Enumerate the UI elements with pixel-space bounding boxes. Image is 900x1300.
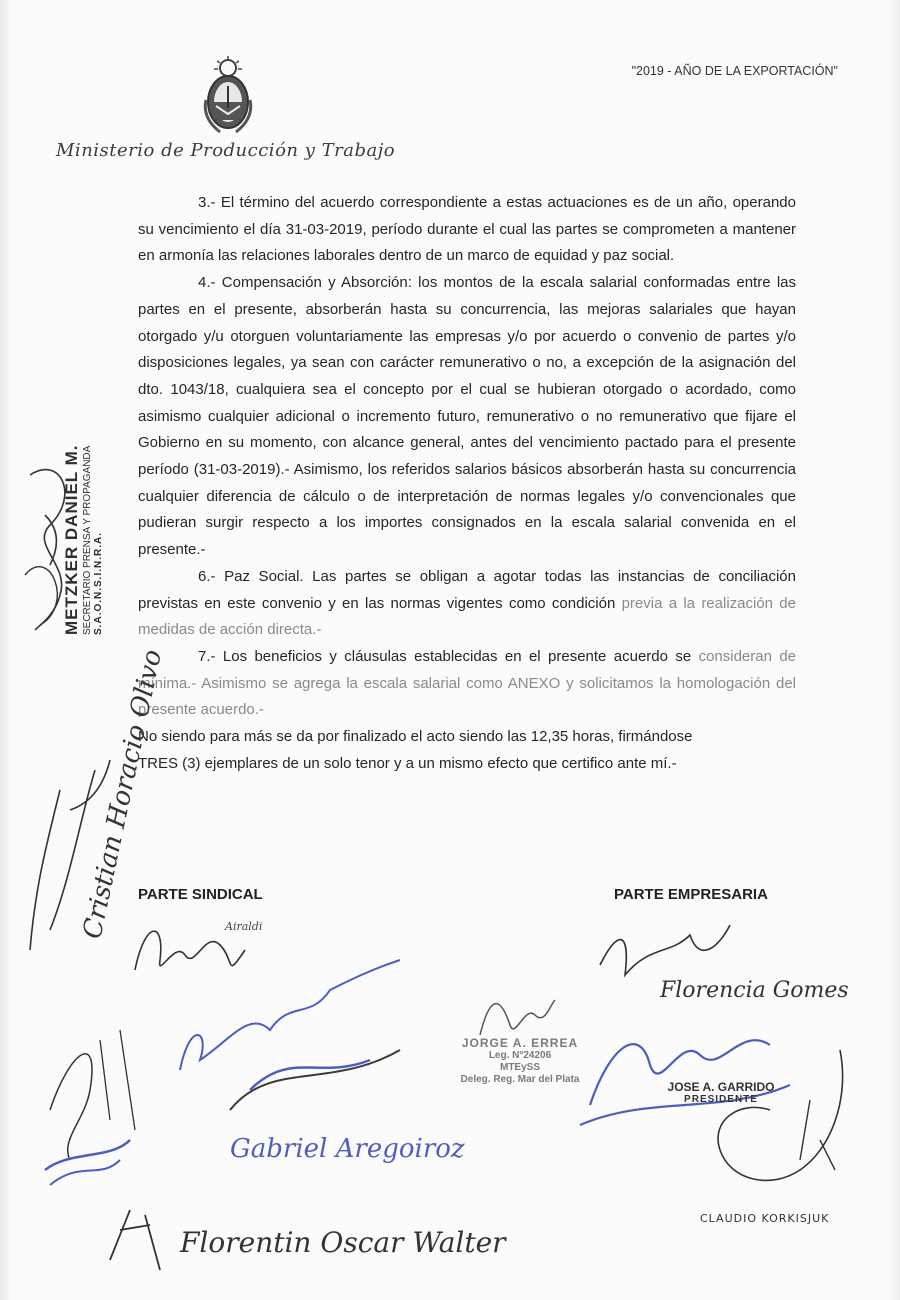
svg-text:Airaldi: Airaldi [225, 920, 263, 933]
handwritten-name-claudio: CLAUDIO KORKISJUK [700, 1212, 830, 1225]
clause-6 [138, 564, 796, 644]
clause-7-faded-text: consideran de mínima.- Asimismo se agrega la escala salarial como ANEXO y solicitamos la homologación del presente acuerdo.- [138, 647, 797, 719]
union-party-label: PARTE SINDICAL [138, 886, 263, 903]
union-signature-2 [170, 940, 430, 1120]
union-signature-3 [225, 1115, 515, 1175]
clause-7 [138, 644, 796, 724]
svg-text:Florentin Oscar Walter: Florentin Oscar Walter [180, 1226, 506, 1259]
page-edge-right [890, 0, 900, 1300]
stamp-name: METZKER DANIEL M. [62, 444, 81, 635]
stamp-role: SECRETARIO PRENSA Y PROPAGANDA [82, 445, 93, 635]
president-name: JOSE A. GARRIDO [667, 1080, 775, 1094]
svg-text:Cristian Horacio Olivo: Cristian Horacio Olivo [77, 647, 169, 942]
president-role: PRESIDENTE [684, 1094, 758, 1105]
ministry-title: Ministerio de Producción y Trabajo [56, 140, 396, 161]
stamp-org: S.A.O.N.S.I.N.R.A. [93, 531, 104, 635]
official-org: MTEySS [499, 1062, 540, 1073]
document-body [138, 190, 796, 777]
margin-signature-1 [20, 455, 90, 635]
official-office: Deleg. Reg. Mar del Plata [460, 1074, 580, 1085]
clause-4: 4.- Compensación y Absorción: los montos de la escala salarial conformadas entre las partes en el presente, absorberán hasta su concurrencia, las mejoras salariales que hayan otorgado y/u otorguen voluntariamente las empresas y/o por acuerdo o convenio de partes y/o disposiciones legales, ya sean con carácter remunerativo o no, a excepción de la asignación del dto. 1043/18, cualquiera sea el concepto por el cual se hubieran otorgado o acordado, como asimismo cualquier adicional o incremento futuro, remunerativo o no remunerativo que fijare el Gobierno en su momento, con alcance general, antes del vencimiento pactado para el presente período (31-03-2019).- Asimismo, los referidos salarios básicos absorberán hasta su concurrencia cualquier diferencia de cálculo o de interpretación de normas legales y/o convencionales que pudieran surgir respecto a los importes consignados en la escala salarial convenida en el presente.- [138, 274, 796, 559]
employer-signature-1 [590, 905, 860, 1015]
employer-signature-3 [700, 1040, 860, 1210]
clause-3: 3.- El término del acuerdo correspondiente a estas actuaciones es de un año, operando su vencimiento el día 31-03-2019, período durante el cual las partes se comprometen a mantener en armonía las relaciones laborales dentro de un marco de equidad y paz social. [138, 194, 796, 265]
clause-6-faded-text: previa a la realización de medidas de acción directa.- [138, 594, 796, 639]
year-note: "2019 - AÑO DE LA EXPORTACIÓN" [631, 64, 838, 78]
official-leg: Leg. N°24206 [488, 1050, 552, 1061]
coat-of-arms-icon [200, 56, 256, 136]
union-signature-4 [100, 1190, 506, 1280]
page-edge-left [0, 0, 12, 1300]
svg-text:Florencia Gomes: Florencia Gomes [660, 978, 849, 1003]
margin-signature-3 [40, 1010, 150, 1190]
official-name: JORGE A. ERREA [461, 1036, 579, 1050]
clause-6-text: 6.- Paz Social. Las partes se obligan a agotar todas las instancias de conciliación previstas en este convenio y en las normas vigentes como condición [138, 567, 796, 612]
clause-7-text: 7.- Los beneficios y cláusulas establecidas en el presente acuerdo se [198, 647, 699, 665]
margin-signature-2 [10, 647, 169, 960]
closing-line-2: TRES (3) ejemplares de un solo tenor y a un mismo efecto que certifico ante mí.- [138, 754, 677, 772]
svg-text:Gabriel Aregoiroz: Gabriel Aregoiroz [230, 1134, 465, 1164]
closing-line-1: No siendo para más se da por finalizado el acto siendo las 12,35 horas, firmándose [138, 728, 693, 746]
employer-party-label: PARTE EMPRESARIA [614, 886, 768, 903]
